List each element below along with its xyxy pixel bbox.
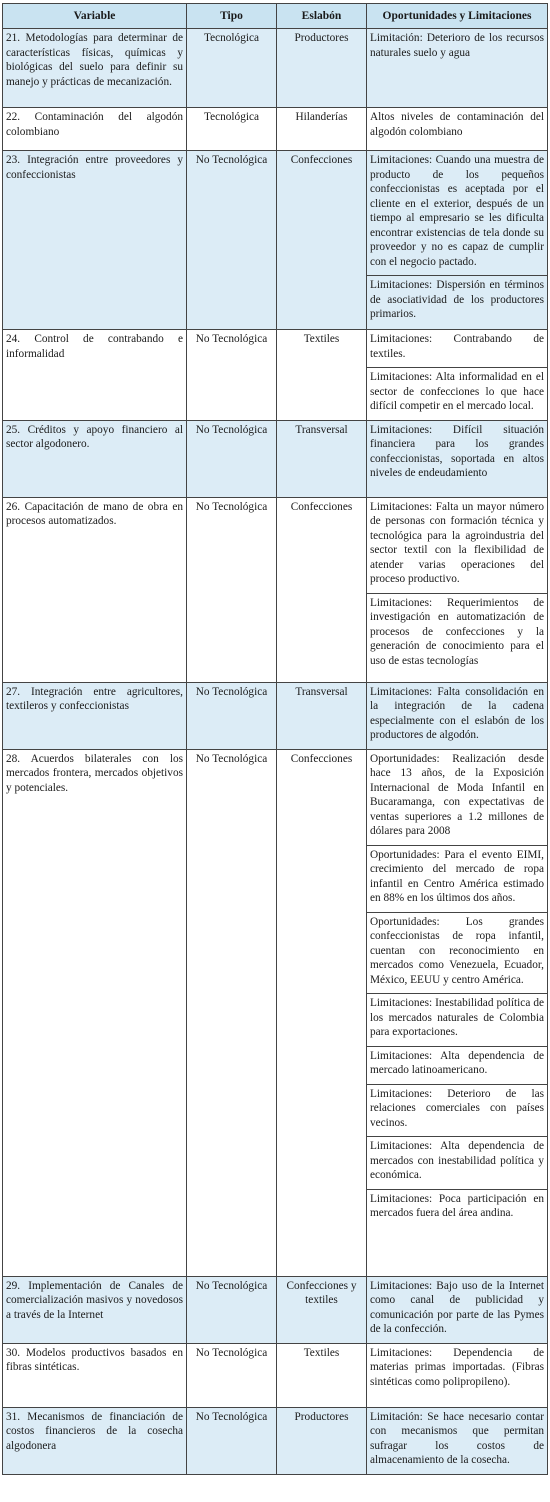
description-item: Limitaciones: Dispersión en términos de asociatividad de los productores primarios. xyxy=(367,275,547,328)
tipo-cell: No Tecnológica xyxy=(187,1276,277,1343)
variable-cell: 26. Capacitación de mano de obra en procesos automatizados. xyxy=(3,497,187,682)
eslabon-cell: Textiles xyxy=(277,330,367,421)
variable-cell: 28. Acuerdos bilaterales con los mercados frontera, mercados objetivos y potenciales. xyxy=(3,749,187,1276)
description-cell xyxy=(367,682,548,749)
tipo-cell: No Tecnológica xyxy=(187,497,277,682)
description-item: Limitaciones: Falta un mayor número de personas con formación técnica y tecnológica para la agroindustria del sector textil con la flexibilidad de atender varias operaciones del proceso productivo. xyxy=(370,500,544,585)
eslabon-cell: Hilanderías xyxy=(277,108,367,151)
description-item: Limitaciones: Cuando una muestra de producto de los pequeños confeccionistas es aceptada por el cliente en el exterior, después de un tiempo al empresario se les dificulta encontrar existencias de tela donde su proveedor y no es capaz de cumplir con el negocio pactado. xyxy=(370,154,544,268)
table-row xyxy=(3,1407,548,1474)
description-item: Limitaciones: Alta dependencia de mercados con inestabilidad política y económica. xyxy=(367,1136,547,1189)
description-item: Oportunidades: Realización desde hace 13 años, de la Exposición Internacional de Moda Infantil en Bucaramanga, con expectativas de ventas superiores a 1.2 millones de dólares para 2008 xyxy=(370,752,544,837)
description-item: Limitaciones: Contrabando de textiles. xyxy=(370,333,544,360)
tipo-cell: No Tecnológica xyxy=(187,749,277,1276)
eslabon-cell: Confecciones xyxy=(277,497,367,682)
table-row xyxy=(3,497,548,682)
description-item: Limitaciones: Poca participación en mercados fuera del área andina. xyxy=(367,1189,547,1227)
tipo-cell: No Tecnológica xyxy=(187,1407,277,1474)
table-row xyxy=(3,1343,548,1407)
description-cell xyxy=(367,151,548,330)
description-cell xyxy=(367,497,548,682)
description-item: Altos niveles de contaminación del algodón colombiano xyxy=(370,111,544,138)
table-row xyxy=(3,29,548,108)
description-item: Limitaciones: Alta informalidad en el sector de confecciones lo que hace difícil competir en el mercado local. xyxy=(367,367,547,420)
eslabon-cell: Confecciones y textiles xyxy=(277,1276,367,1343)
table-row xyxy=(3,749,548,1276)
description-cell xyxy=(367,1343,548,1407)
tipo-cell: No Tecnológica xyxy=(187,682,277,749)
eslabon-cell: Productores xyxy=(277,1407,367,1474)
header-tipo: Tipo xyxy=(187,4,277,29)
variable-cell: 24. Control de contrabando e informalidad xyxy=(3,330,187,421)
tipo-cell: No Tecnológica xyxy=(187,330,277,421)
variable-cell: 30. Modelos productivos basados en fibras sintéticas. xyxy=(3,1343,187,1407)
header-variable: Variable xyxy=(3,4,187,29)
description-item: Limitaciones: Alta dependencia de mercado latinoamericano. xyxy=(367,1046,547,1084)
description-item: Limitaciones: Difícil situación financiera para los grandes confeccionistas, soportada en altos niveles de endeudamiento xyxy=(370,423,544,479)
description-item: Limitaciones: Bajo uso de la Internet como canal de publicidad y comunicación por parte de las Pymes de la confección. xyxy=(370,1279,544,1335)
table-row xyxy=(3,420,548,497)
description-item: Limitación: Se hace necesario contar con mecanismos que permitan sufragar los costos de almacenamiento de la cosecha. xyxy=(370,1410,544,1466)
description-item: Limitación: Deterioro de los recursos naturales suelo y agua xyxy=(370,32,544,59)
eslabon-cell: Transversal xyxy=(277,420,367,497)
description-item: Limitaciones: Falta consolidación en la integración de la cadena especialmente con el eslabón de los productores de algodón. xyxy=(370,685,544,741)
table-row xyxy=(3,151,548,330)
table-row xyxy=(3,1276,548,1343)
variable-cell: 23. Integración entre proveedores y confeccionistas xyxy=(3,151,187,330)
variable-cell: 27. Integración entre agricultores, textileros y confeccionistas xyxy=(3,682,187,749)
tipo-cell: No Tecnológica xyxy=(187,151,277,330)
eslabon-cell: Textiles xyxy=(277,1343,367,1407)
description-item: Limitaciones: Deterioro de las relaciones comerciales con países vecinos. xyxy=(367,1084,547,1137)
variable-cell: 25. Créditos y apoyo financiero al sector algodonero. xyxy=(3,420,187,497)
table-header-row xyxy=(3,4,548,29)
eslabon-cell: Confecciones xyxy=(277,749,367,1276)
variable-cell: 29. Implementación de Canales de comercialización masivos y novedosos a través de la Internet xyxy=(3,1276,187,1343)
table-row xyxy=(3,682,548,749)
tipo-cell: Tecnológica xyxy=(187,29,277,108)
variable-cell: 21. Metodologías para determinar de características físicas, químicas y biológicas del suelo para definir su manejo y prácticas de mecanización. xyxy=(3,29,187,108)
description-cell xyxy=(367,1276,548,1343)
description-item: Limitaciones: Dependencia de materias primas importadas. (Fibras sintéticas como polipropileno). xyxy=(370,1346,544,1388)
variable-cell: 31. Mecanismos de financiación de costos financieros de la cosecha algodonera xyxy=(3,1407,187,1474)
header-oportunidades: Oportunidades y Limitaciones xyxy=(367,4,548,29)
eslabon-cell: Confecciones xyxy=(277,151,367,330)
variables-table xyxy=(2,3,548,1475)
description-cell xyxy=(367,749,548,1276)
header-eslabon: Eslabón xyxy=(277,4,367,29)
table-row xyxy=(3,108,548,151)
table-row xyxy=(3,330,548,421)
description-cell xyxy=(367,420,548,497)
description-cell xyxy=(367,108,548,151)
eslabon-cell: Productores xyxy=(277,29,367,108)
tipo-cell: Tecnológica xyxy=(187,108,277,151)
tipo-cell: No Tecnológica xyxy=(187,420,277,497)
description-cell xyxy=(367,29,548,108)
variable-cell: 22. Contaminación del algodón colombiano xyxy=(3,108,187,151)
description-cell xyxy=(367,1407,548,1474)
description-item: Oportunidades: Los grandes confeccionistas de ropa infantil, cuentan con reconocimiento en mercados como Venezuela, Ecuador, México, EEUU y centro América. xyxy=(367,912,547,994)
description-item: Oportunidades: Para el evento EIMI, crecimiento del mercado de ropa infantil en Centro América estimado en 88% en los últimos dos años. xyxy=(367,845,547,912)
description-cell xyxy=(367,330,548,421)
description-item: Limitaciones: Requerimientos de investigación en automatización de procesos de confecciones y la generación de conocimiento para el uso de estas tecnologías xyxy=(367,593,547,675)
description-item: Limitaciones: Inestabilidad política de los mercados naturales de Colombia para exportaciones. xyxy=(367,993,547,1046)
tipo-cell: No Tecnológica xyxy=(187,1343,277,1407)
eslabon-cell: Transversal xyxy=(277,682,367,749)
